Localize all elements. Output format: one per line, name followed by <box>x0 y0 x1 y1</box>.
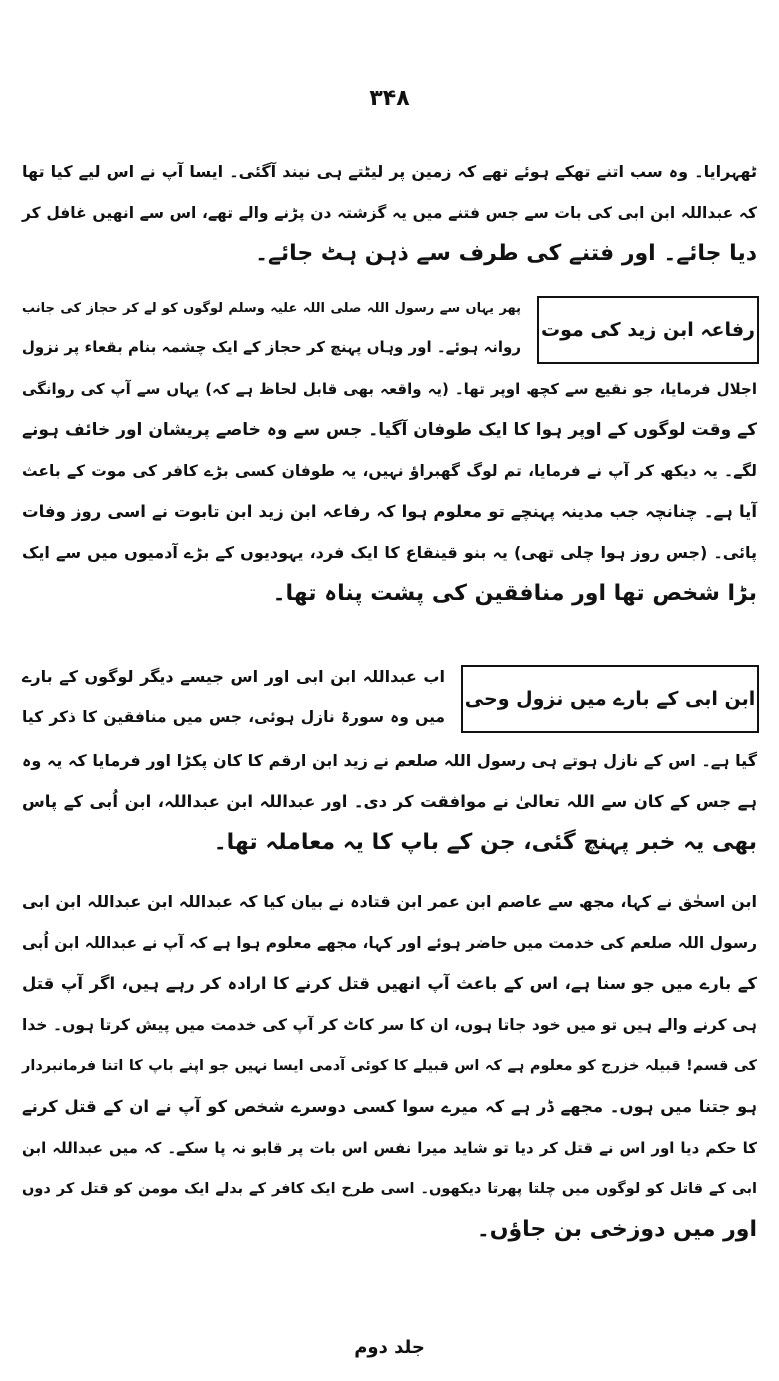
paragraph-4-line-7: کا حکم دیا اور اس نے قتل کر دیا تو شاید میرا نفس اس بات پر قابو نہ پا سکے۔ کہ میں عبداللہ ابن <box>22 1139 757 1157</box>
section-heading-2 <box>461 665 757 733</box>
paragraph-1-line-3: دیا جائے۔ اور فتنے کی طرف سے ذہن ہٹ جائے۔ <box>255 241 757 266</box>
paragraph-4-line-5: کی قسم! قبیلہ خزرج کو معلوم ہے کہ اس قبیلے کا کوئی آدمی ایسا نہیں جو اپنے باپ کا اتنا فرمانبردار <box>22 1058 757 1074</box>
paragraph-4-line-9: اور میں دوزخی بن جاؤں۔ <box>476 1217 757 1242</box>
paragraph-4-line-8: ابی کے قاتل کو لوگوں میں چلتا پھرتا دیکھوں۔ اسی طرح ایک کافر کے بدلے ایک مومن کو قتل کر دوں <box>22 1181 757 1197</box>
heading-2-text: ابن ابی کے بارے میں نزول وحی <box>464 688 756 710</box>
page-number: ۳۴۸ <box>369 86 410 111</box>
paragraph-2-line-4: کے وقت لوگوں کے اوپر ہوا کا ایک طوفان آگیا۔ جس سے وہ خاصے پریشان اور خائف ہونے <box>22 420 757 440</box>
paragraph-3-line-5: بھی یہ خبر پہنچ گئی، جن کے باپ کا یہ معاملہ تھا۔ <box>213 830 757 855</box>
paragraph-1-line-1: ٹھہرایا۔ وہ سب اتنے تھکے ہوئے تھے کہ زمین پر لیٹتے ہی نیند آگئی۔ ایسا آپ نے اس لیے کیا تھا <box>22 162 757 181</box>
paragraph-4-line-6: ہو جتنا میں ہوں۔ مجھے ڈر ہے کہ میرے سوا کسی دوسرے شخص کو آپ نے ان کے قتل کرنے <box>22 1097 757 1116</box>
section-heading-1 <box>537 296 757 364</box>
paragraph-4-line-4: ہی کرنے والے ہیں تو میں خود جاتا ہوں، ان کا سر کاٹ کر آپ کی خدمت میں پیش کرتا ہوں۔ خدا <box>22 1016 757 1034</box>
paragraph-2-line-6: آیا ہے۔ چنانچہ جب مدینہ پہنچے تو معلوم ہوا کہ رفاعہ ابن زید ابن تابوت نے اسی روز وفات <box>22 502 757 521</box>
paragraph-2-line-5: لگے۔ یہ دیکھ کر آپ نے فرمایا، تم لوگ گھبراؤ نہیں، یہ طوفان کسی بڑے کافر کی موت کے باعث <box>22 462 757 480</box>
heading-2-divider <box>757 665 759 733</box>
heading-1-divider <box>757 296 759 364</box>
paragraph-2-line-1: پھر یہاں سے رسول اللہ صلی اللہ علیہ وسلم لوگوں کو لے کر حجاز کی جانب <box>22 301 521 316</box>
paragraph-3-line-3: گیا ہے۔ اس کے نازل ہوتے ہی رسول اللہ صلعم نے زید ابن ارقم کا کان پکڑا اور فرمایا کہ یہ وہ <box>22 751 757 770</box>
paragraph-4-line-1: ابن اسحٰق نے کہا، مجھ سے عاصم ابن عمر ابن قتادہ نے بیان کیا کہ عبداللہ ابن عبداللہ ابن ابی <box>22 892 757 911</box>
paragraph-2-line-3: اجلال فرمایا، جو نقیع سے کچھ اوپر تھا۔ (یہ واقعہ بھی قابل لحاظ ہے کہ) یہاں سے آپ کی روانگی <box>22 380 757 398</box>
paragraph-2-line-2: روانہ ہوئے۔ اور وہاں پہنچ کر حجاز کے ایک چشمہ بنام بقعاء پر نزول <box>21 338 521 356</box>
paragraph-1-line-2: کہ عبداللہ ابن ابی کی بات سے جس فتنے میں یہ گزشتہ دن پڑنے والے تھے، اس سے انھیں غافل کر <box>22 204 757 222</box>
paragraph-3-line-4: ہے جس کے کان سے اللہ تعالیٰ نے موافقت کر دی۔ اور عبداللہ ابن عبداللہ، ابن اُبی کے پاس <box>22 792 757 811</box>
volume-footer: جلد دوم <box>354 1337 425 1358</box>
paragraph-2-line-7: پائی۔ (جس روز ہوا چلی تھی) یہ بنو قینقاع کا ایک فرد، یہودیوں کے بڑے آدمیوں میں سے ایک <box>22 543 757 562</box>
paragraph-4-line-2: رسول اللہ صلعم کی خدمت میں حاضر ہوئے اور کہا، مجھے معلوم ہوا ہے کہ آپ نے عبداللہ ابن اُبی <box>22 934 757 952</box>
paragraph-3-line-2: میں وہ سورۃ نازل ہوئی، جس میں منافقین کا ذکر کیا <box>22 708 445 726</box>
paragraph-2-line-8: بڑا شخص تھا اور منافقین کی پشت پناہ تھا۔ <box>272 581 757 606</box>
heading-1-text: رفاعہ ابن زید کی موت <box>541 319 755 341</box>
paragraph-4-line-3: کے بارے میں جو سنا ہے، اس کے باعث آپ انھیں قتل کرنے کا ارادہ کر رہے ہیں، اگر آپ قتل <box>22 974 757 993</box>
paragraph-3-line-1: اب عبداللہ ابن ابی اور اس جیسے دیگر لوگوں کے بارے <box>22 667 445 686</box>
